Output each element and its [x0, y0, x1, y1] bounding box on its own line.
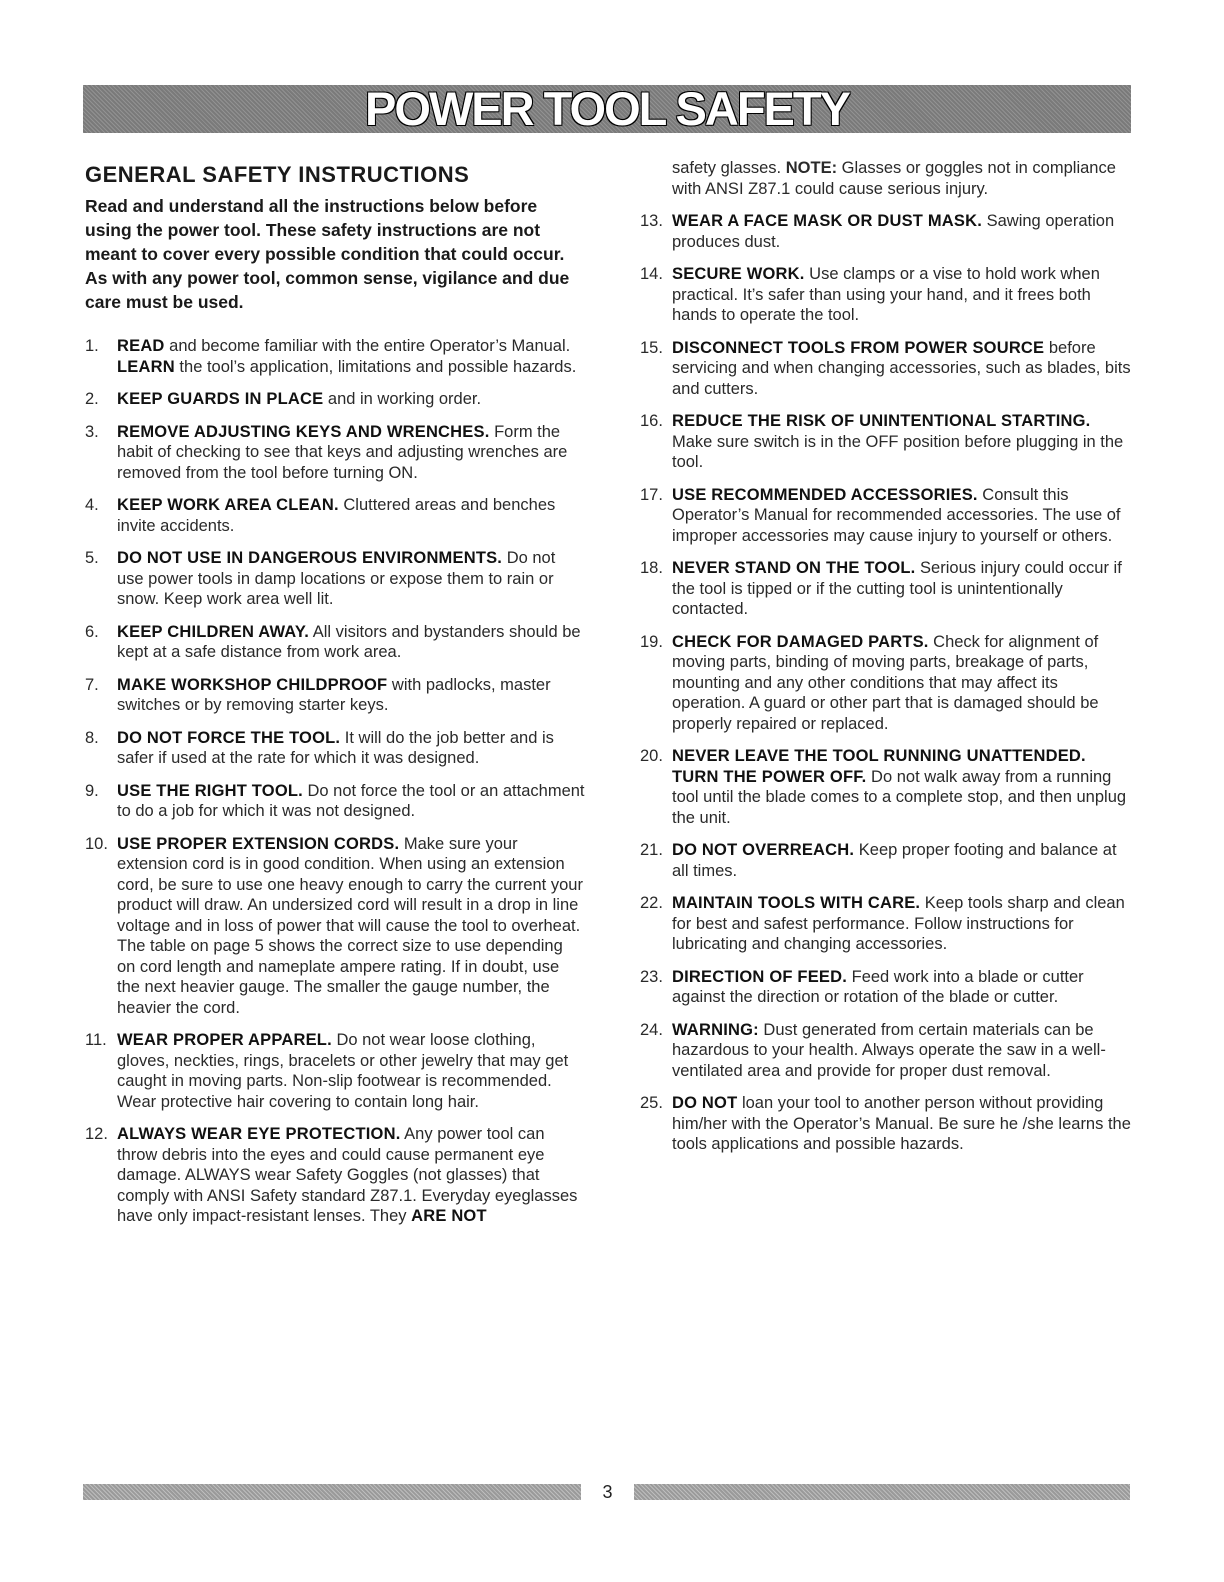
item-text: Consult this Operator’s Manual for recommended accessories. The use of improper accessories may cause injury to yourself or others. [672, 485, 1121, 545]
item-body [672, 967, 1135, 1008]
item-number: 20. [640, 747, 663, 765]
item-number: 16. [640, 412, 663, 430]
item-heading: MAKE WORKSHOP CHILDPROOF [117, 675, 388, 694]
item-12-continued [640, 158, 1135, 199]
item-heading: DO NOT OVERREACH. [672, 841, 855, 859]
item-text: safety glasses. [672, 159, 786, 177]
list-item [85, 728, 585, 769]
item-number: 13. [640, 212, 663, 230]
item-number: 22. [640, 894, 663, 912]
item-text: Use clamps or a vise to hold work when practical. It’s safer than using your hand, and it frees both hands to operate the tool. [672, 265, 1100, 324]
item-body [672, 632, 1135, 735]
item-heading: KEEP WORK AREA CLEAN. [117, 496, 339, 514]
item-text: the tool’s application, limitations and possible hazards. [174, 357, 577, 376]
list-item [640, 485, 1135, 547]
item-number: 9. [85, 781, 99, 800]
right-column [640, 158, 1135, 1167]
list-item [85, 1124, 585, 1227]
item-text: All visitors and bystanders should be kept at a safe distance from work area. [117, 622, 581, 661]
item-number: 12. [85, 1125, 108, 1143]
item-text: It will do the job better and is safer if used at the rate for which it was designed. [117, 728, 554, 767]
item-body [672, 211, 1135, 252]
item-heading: DIRECTION OF FEED. [672, 967, 848, 986]
item-heading: USE THE RIGHT TOOL. [117, 781, 303, 800]
item-body [117, 675, 585, 716]
item-text: Form the habit of checking to see that keys and adjusting wrenches are removed from the tool before turning ON. [117, 422, 568, 482]
item-body [672, 893, 1135, 955]
item-body [117, 1030, 585, 1112]
item-heading: MAINTAIN TOOLS WITH CARE. [672, 894, 921, 912]
page-title: POWER TOOL SAFETY [365, 82, 849, 135]
item-text: Do not walk away from a running tool until the blade comes to a complete stop, and then unplug the unit. [672, 767, 1127, 827]
item-number: 25. [640, 1094, 663, 1112]
item-text: Do not use power tools in damp locations or expose them to rain or snow. Keep work area well lit. [117, 549, 556, 608]
item-body [672, 746, 1135, 828]
list-item [640, 746, 1135, 828]
item-body [117, 834, 585, 1019]
item-text: before servicing and when changing accessories, such as blades, bits and cutters. [672, 338, 1131, 398]
item-number: 24. [640, 1020, 663, 1039]
item-body [117, 336, 585, 377]
list-item [85, 781, 585, 822]
item-number: 17. [640, 485, 663, 504]
list-item [640, 338, 1135, 400]
item-text: Keep tools sharp and clean for best and safest performance. Follow instructions for lubricating and changing accessories. [672, 894, 1125, 953]
list-item [85, 389, 585, 410]
item-heading: CHECK FOR DAMAGED PARTS. [672, 632, 929, 651]
item-number: 18. [640, 559, 663, 577]
item-number: 8. [85, 728, 99, 747]
list-item [640, 211, 1135, 252]
item-number: 6. [85, 622, 99, 641]
item-body [672, 1020, 1135, 1082]
item-body [672, 558, 1135, 620]
instruction-list-left [85, 336, 585, 1227]
item-body [672, 1093, 1135, 1155]
item-body [672, 485, 1135, 547]
list-item [85, 548, 585, 610]
item-number: 5. [85, 549, 99, 567]
list-item [640, 1020, 1135, 1082]
item-text: Check for alignment of moving parts, binding of moving parts, breakage of parts, mounting and any other conditions that may affect its operation. A guard or other part that is damaged should be properly repaired or replaced. [672, 632, 1099, 733]
item-text: Glasses or goggles not in compliance with ANSI Z87.1 could cause serious injury. [672, 159, 1116, 198]
item-heading: REDUCE THE RISK OF UNINTENTIONAL STARTING. [672, 412, 1091, 430]
item-number: 23. [640, 967, 663, 986]
item-body [117, 622, 585, 663]
item-body [117, 728, 585, 769]
item-text: loan your tool to another person without providing him/her with the Operator’s Manual. Be sure he /she learns the tools applications and possible hazards. [672, 1094, 1131, 1153]
item-body [672, 264, 1135, 326]
item-heading: WARNING: [672, 1020, 759, 1039]
item-text: Any power tool can throw debris into the eyes and could cause permanent eye damage. ALWAYS wear Safety Goggles (not glasses) that comply with ANSI Safety standard Z87.1. Everyday eyeglasses have only impact-resistant lenses. They [117, 1125, 578, 1225]
item-number: 2. [85, 390, 99, 408]
list-item [640, 893, 1135, 955]
list-item [85, 834, 585, 1019]
item-text: Serious injury could occur if the tool is tipped or if the cutting tool is unintentionally contacted. [672, 559, 1122, 618]
list-item [85, 495, 585, 536]
left-column [85, 158, 585, 1239]
list-item [640, 558, 1135, 620]
item-text: and in working order. [323, 390, 482, 408]
item-heading: USE PROPER EXTENSION CORDS. [117, 834, 400, 853]
item-body [672, 840, 1135, 881]
item-heading: SECURE WORK. [672, 265, 805, 283]
item-text: Make sure switch is in the OFF position before plugging in the tool. [672, 432, 1124, 471]
item-heading: READ [117, 337, 165, 355]
item-body [672, 338, 1135, 400]
item-text: Sawing operation produces dust. [672, 212, 1115, 251]
instruction-list-right [640, 211, 1135, 1155]
item-text: and become familiar with the entire Operator’s Manual. [164, 337, 571, 355]
item-number: 19. [640, 632, 663, 651]
item-body [117, 781, 585, 822]
page-banner [83, 82, 1131, 135]
item-heading: WEAR PROPER APPAREL. [117, 1031, 332, 1049]
footer-bar-right [634, 1484, 1130, 1500]
item-heading: KEEP CHILDREN AWAY. [117, 622, 310, 641]
item-text: Dust generated from certain materials can be hazardous to your health. Always operate the saw in a well-ventilated area and provide for proper dust removal. [672, 1020, 1106, 1080]
item-text: Keep proper footing and balance at all times. [672, 841, 1117, 880]
list-item [640, 411, 1135, 473]
item-heading: DO NOT [672, 1094, 738, 1112]
item-number: 11. [85, 1031, 107, 1049]
item-text: Do not force the tool or an attachment to do a job for which it was not designed. [117, 781, 585, 820]
item-text: Cluttered areas and benches invite accidents. [117, 496, 556, 535]
item-number: 15. [640, 338, 663, 357]
item-body [117, 495, 585, 536]
item-heading: LEARN [117, 357, 175, 376]
item-heading: REMOVE ADJUSTING KEYS AND WRENCHES. [117, 422, 490, 441]
item-heading: NEVER STAND ON THE TOOL. [672, 559, 916, 577]
item-number: 1. [85, 337, 99, 355]
section-heading: GENERAL SAFETY INSTRUCTIONS [85, 162, 470, 187]
item-heading: ARE NOT [411, 1207, 487, 1225]
list-item [85, 622, 585, 663]
item-body [672, 411, 1135, 473]
item-heading: DO NOT USE IN DANGEROUS ENVIRONMENTS. [117, 549, 503, 567]
item-text: Do not wear loose clothing, gloves, neckties, rings, bracelets or other jewelry that may get caught in moving parts. Non-slip footwear is recommended. Wear protective hair covering to contain long hair. [117, 1031, 569, 1111]
item-body [117, 1124, 585, 1227]
item-heading: NOTE: [785, 159, 838, 177]
item-text: with padlocks, master switches or by removing starter keys. [117, 675, 551, 714]
list-item [85, 336, 585, 377]
item-text: Feed work into a blade or cutter against the direction or rotation of the blade or cutter. [672, 967, 1084, 1006]
item-heading: ALWAYS WEAR EYE PROTECTION. [117, 1125, 401, 1143]
section-intro: Read and understand all the instructions below before using the power tool. These safety instructions are not meant to cover every possible condition that could occur. As with any power tool, common sense, vigilance and due care must be used. [85, 196, 570, 312]
item-body [117, 389, 481, 410]
item-number: 4. [85, 496, 99, 514]
list-item [640, 1093, 1135, 1155]
item-number: 10. [85, 834, 108, 853]
item-heading: NEVER LEAVE THE TOOL RUNNING UNATTENDED. TURN THE POWER OFF. [672, 747, 1086, 786]
item-body [117, 548, 585, 610]
list-item [640, 264, 1135, 326]
list-item [640, 840, 1135, 881]
list-item [85, 675, 585, 716]
item-heading: WEAR A FACE MASK OR DUST MASK. [672, 212, 983, 230]
item-number: 7. [85, 675, 99, 694]
page-number: 3 [602, 1482, 613, 1502]
item-text: Make sure your extension cord is in good condition. When using an extension cord, be sure to use one heavy enough to carry the current your product will draw. An undersized cord will result in a drop in line voltage and in loss of power that will cause the tool to overheat. The table on page 5 shows the correct size to use depending on cord length and nameplate ampere rating. If in doubt, use the next heavier gauge. The smaller the gauge number, the heavier the cord. [117, 834, 583, 1017]
list-item [640, 632, 1135, 735]
item-body [117, 422, 585, 484]
list-item [85, 422, 585, 484]
item-heading: KEEP GUARDS IN PLACE [117, 390, 324, 408]
item-heading: DO NOT FORCE THE TOOL. [117, 728, 341, 747]
list-item [640, 967, 1135, 1008]
item-number: 14. [640, 265, 663, 283]
item-heading: DISCONNECT TOOLS FROM POWER SOURCE [672, 338, 1045, 357]
list-item [85, 1030, 585, 1112]
footer-bar-left [83, 1484, 581, 1500]
item-number: 21. [640, 841, 663, 859]
item-number: 3. [85, 422, 99, 441]
item-heading: USE RECOMMENDED ACCESSORIES. [672, 485, 978, 504]
